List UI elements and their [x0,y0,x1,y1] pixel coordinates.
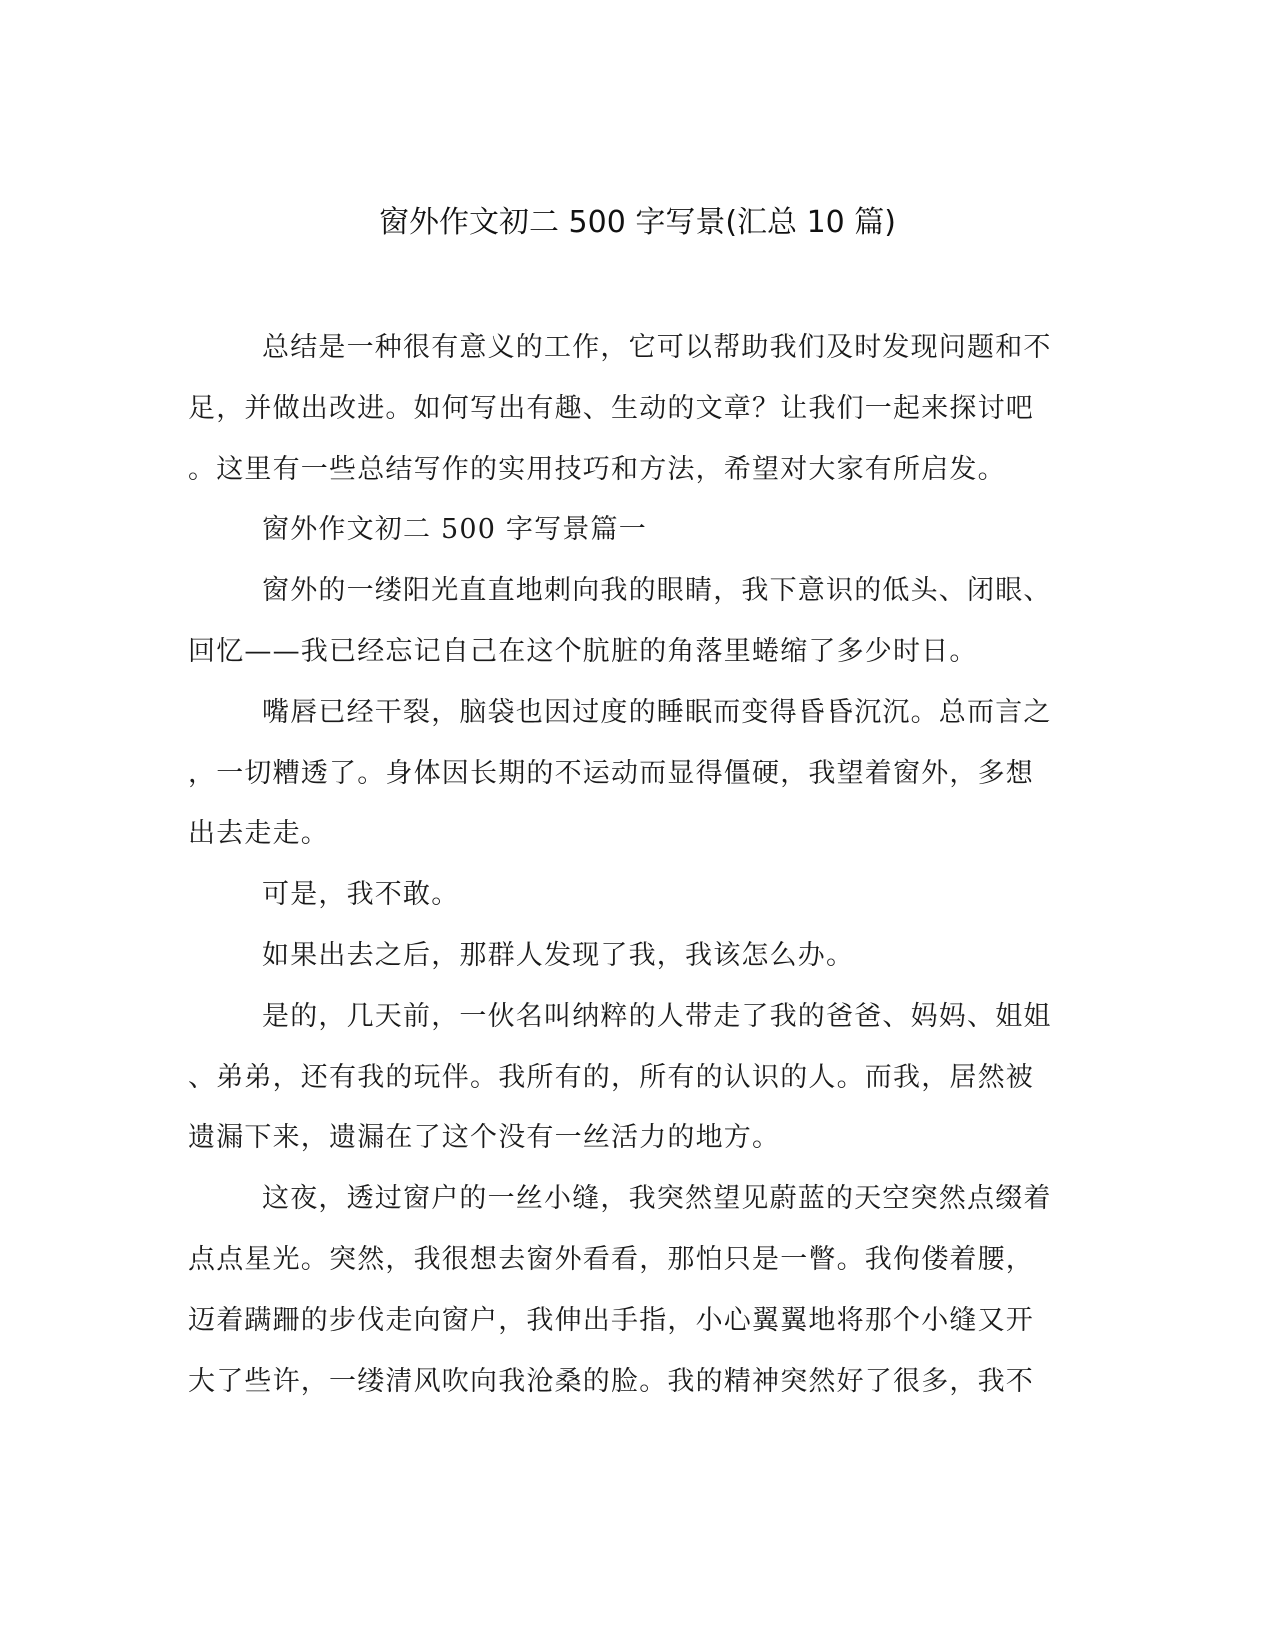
body-line: 嘴唇已经干裂，脑袋也因过度的睡眠而变得昏昏沉沉。总而言之 [262,696,1052,728]
body-line: 点点星光。突然，我很想去窗外看看，那怕只是一瞥。我佝偻着腰， [188,1243,1034,1275]
body-line: 是的，几天前，一伙名叫纳粹的人带走了我的爸爸、妈妈、姐姐 [262,1000,1052,1032]
body-line: 这夜，透过窗户的一丝小缝，我突然望见蔚蓝的天空突然点缀着 [262,1183,1052,1215]
body-line: 大了些许，一缕清风吹向我沧桑的脸。我的精神突然好了很多，我不 [188,1365,1034,1397]
body-line: 窗外的一缕阳光直直地刺向我的眼睛，我下意识的低头、闭眼、 [262,575,1052,607]
body-line: 总结是一种很有意义的工作，它可以帮助我们及时发现问题和不 [262,332,1052,363]
body-line: 回忆——我已经忘记自己在这个肮脏的角落里蜷缩了多少时日。 [188,635,978,667]
body-line: 足，并做出改进。如何写出有趣、生动的文章？让我们一起来探讨吧 [188,392,1034,424]
body-line: 、弟弟，还有我的玩伴。我所有的，所有的认识的人。而我，居然被 [188,1061,1034,1093]
body-line: ，一切糟透了。身体因长期的不运动而显得僵硬，我望着窗外，多想 [188,757,1034,789]
body-line: 。这里有一些总结写作的实用技巧和方法，希望对大家有所启发。 [188,453,1006,485]
document-body [188,318,1072,1412]
section-heading: 窗外作文初二 500 字写景篇一 [262,514,647,546]
body-line: 遗漏下来，遗漏在了这个没有一丝活力的地方。 [188,1122,781,1154]
body-line: 如果出去之后，那群人发现了我，我该怎么办。 [262,939,855,971]
body-line: 可是，我不敢。 [262,879,460,911]
body-line: 出去走走。 [188,818,329,850]
body-line: 迈着蹒跚的步伐走向窗户，我伸出手指，小心翼翼地将那个小缝又开 [188,1304,1034,1336]
document-title: 窗外作文初二 500 字写景(汇总 10 篇) [379,205,896,240]
